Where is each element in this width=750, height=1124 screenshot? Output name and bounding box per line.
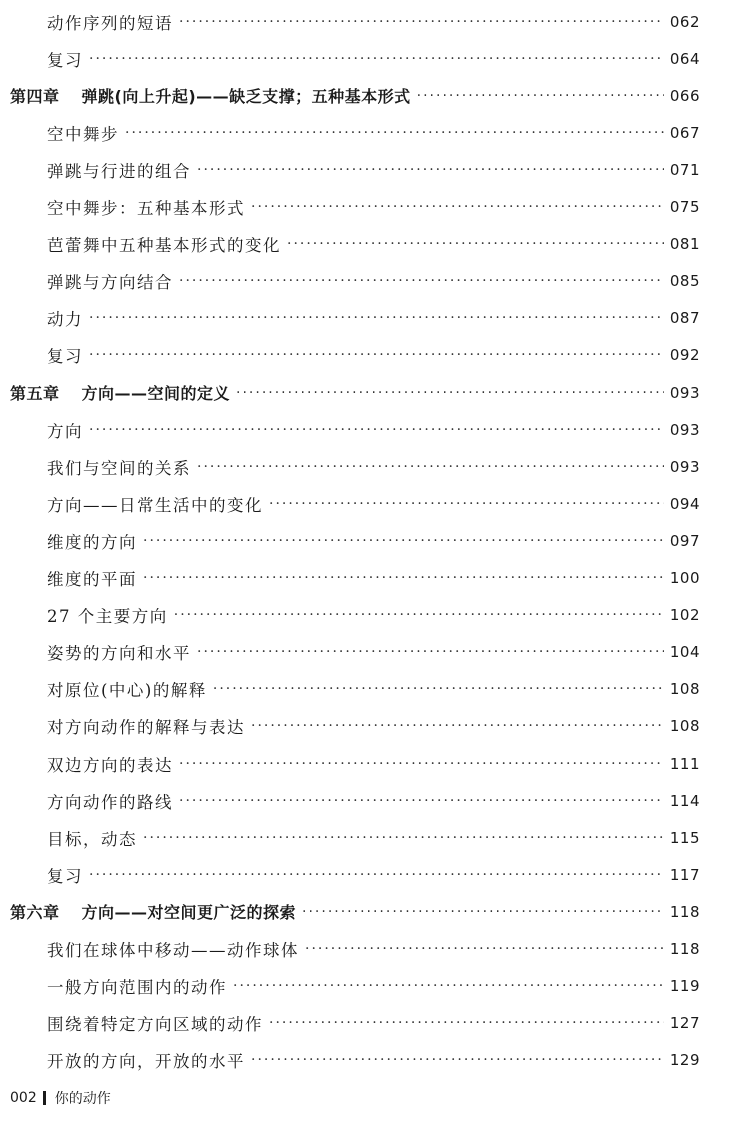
entry-title: 复习: [47, 866, 83, 886]
toc-entry: [0, 40, 700, 77]
page-number: 108: [669, 717, 700, 736]
dot-leader: [89, 868, 664, 882]
entry-title: 双边方向的表达: [47, 755, 173, 775]
dot-leader: [213, 682, 664, 696]
toc-chapter-entry: [0, 77, 700, 114]
toc-entry: [0, 337, 700, 374]
dot-leader: [233, 979, 664, 993]
page-number: 108: [669, 680, 700, 699]
entry-title: 方向——日常生活中的变化: [47, 495, 263, 515]
dot-leader: [287, 237, 664, 251]
toc-entry: [0, 819, 700, 856]
chapter-number: 第四章: [10, 87, 60, 107]
dot-leader: [179, 794, 664, 808]
dot-leader: [179, 757, 664, 771]
chapter-title: 弹跳(向上升起)——缺乏支撑；五种基本形式: [81, 87, 411, 107]
toc-chapter-entry: [0, 893, 700, 930]
entry-title: 目标，动态: [47, 829, 137, 849]
toc-entry: [0, 745, 700, 782]
page-number: 085: [669, 272, 700, 291]
toc-entry: [0, 931, 700, 968]
toc-entry: [0, 411, 700, 448]
page-number: 093: [669, 383, 700, 402]
toc-entry: [0, 671, 700, 708]
dot-leader: [143, 571, 664, 585]
page-number: 111: [669, 754, 700, 773]
dot-leader: [197, 645, 664, 659]
toc-entry: [0, 189, 700, 226]
entry-title: 我们与空间的关系: [47, 458, 191, 478]
toc-chapter-entry: [0, 374, 700, 411]
page-number: 094: [669, 494, 700, 513]
page-number: 075: [669, 198, 700, 216]
toc-entry: [0, 522, 700, 559]
dot-leader: [143, 831, 664, 845]
entry-title: 芭蕾舞中五种基本形式的变化: [47, 236, 281, 256]
dot-leader: [197, 163, 664, 177]
entry-title: 对原位(中心)的解释: [47, 681, 207, 701]
page-number: 064: [669, 49, 700, 68]
dot-leader: [174, 608, 664, 622]
entry-title: 复习: [47, 347, 83, 367]
dot-leader: [251, 1053, 664, 1067]
entry-title: 一般方向范围内的动作: [47, 978, 227, 998]
chapter-title: 方向——空间的定义: [81, 384, 231, 403]
page-number: 062: [669, 12, 700, 31]
toc-entry: [0, 1042, 700, 1079]
page-number: 066: [669, 86, 700, 105]
entry-title: 27 个主要方向: [47, 607, 168, 627]
page-footer: [10, 1088, 111, 1108]
page-number: 081: [669, 235, 700, 254]
page-number: 093: [669, 420, 700, 439]
dot-leader: [417, 89, 664, 103]
toc-entry: [0, 226, 700, 263]
page-number: 119: [669, 977, 700, 996]
dot-leader: [236, 386, 664, 400]
page-number: 087: [669, 309, 700, 328]
dot-leader: [89, 423, 664, 437]
toc-entry: [0, 448, 700, 485]
dot-leader: [269, 497, 664, 511]
dot-leader: [197, 460, 664, 474]
toc-entry: [0, 968, 700, 1005]
toc-entry: [0, 597, 700, 634]
page-number: 118: [669, 940, 700, 958]
toc-entry: [0, 1005, 700, 1042]
dot-leader: [143, 534, 664, 548]
chapter-number: 第五章: [10, 384, 60, 403]
page-number: 092: [669, 346, 700, 365]
page-number: 093: [669, 457, 700, 476]
toc-entry: [0, 151, 700, 188]
entry-title: 弹跳与行进的组合: [47, 161, 191, 181]
page-number: 118: [669, 902, 700, 921]
page-number: 129: [669, 1051, 700, 1070]
entry-title: 复习: [47, 50, 83, 70]
page-number: 114: [669, 791, 700, 810]
dot-leader: [89, 311, 664, 325]
entry-title: 开放的方向，开放的水平: [47, 1052, 245, 1072]
toc-entry: [0, 3, 700, 40]
page-number: 071: [669, 160, 700, 179]
toc-entry: [0, 114, 700, 151]
entry-title: 弹跳与方向结合: [47, 273, 173, 293]
toc-entry: [0, 856, 700, 893]
entry-title: 围绕着特定方向区域的动作: [47, 1015, 263, 1035]
chapter-title: 方向——对空间更广泛的探索: [81, 903, 297, 923]
toc-entry: [0, 485, 700, 522]
page-number: 097: [669, 531, 700, 550]
toc-entry: [0, 782, 700, 819]
dot-leader: [89, 52, 664, 66]
footer-book-title: 你的动作: [54, 1091, 111, 1107]
footer-page-number: 002: [10, 1090, 37, 1106]
dot-leader: [305, 942, 664, 956]
dot-leader: [125, 126, 664, 140]
toc-entry: [0, 263, 700, 300]
page-number: 117: [669, 865, 700, 884]
toc-entry: [0, 300, 700, 337]
page-number: 115: [669, 828, 700, 847]
entry-title: 对方向动作的解释与表达: [47, 718, 245, 738]
dot-leader: [302, 905, 664, 919]
footer-divider-bar: [43, 1091, 46, 1105]
dot-leader: [179, 274, 664, 288]
dot-leader: [251, 719, 664, 733]
entry-title: 动力: [47, 310, 83, 330]
page-number: 104: [669, 643, 700, 662]
dot-leader: [179, 15, 664, 29]
entry-title: 空中舞步：五种基本形式: [47, 199, 245, 218]
dot-leader: [251, 200, 664, 214]
page-number: 127: [669, 1014, 700, 1033]
entry-title: 我们在球体中移动——动作球体: [47, 941, 299, 960]
toc-entry: [0, 708, 700, 745]
entry-title: 维度的方向: [47, 532, 137, 552]
page-number: 100: [669, 569, 700, 587]
dot-leader: [269, 1016, 664, 1030]
dot-leader: [89, 348, 664, 362]
entry-title: 方向动作的路线: [47, 792, 173, 812]
chapter-number: 第六章: [10, 903, 60, 923]
entry-title: 方向: [47, 421, 83, 441]
entry-title: 维度的平面: [47, 570, 137, 589]
toc-entry: [0, 634, 700, 671]
entry-title: 空中舞步: [47, 124, 119, 144]
entry-title: 姿势的方向和水平: [47, 644, 191, 664]
page-number: 102: [669, 606, 700, 625]
toc-entry: [0, 560, 700, 597]
page-number: 067: [669, 123, 700, 142]
entry-title: 动作序列的短语: [47, 13, 173, 33]
